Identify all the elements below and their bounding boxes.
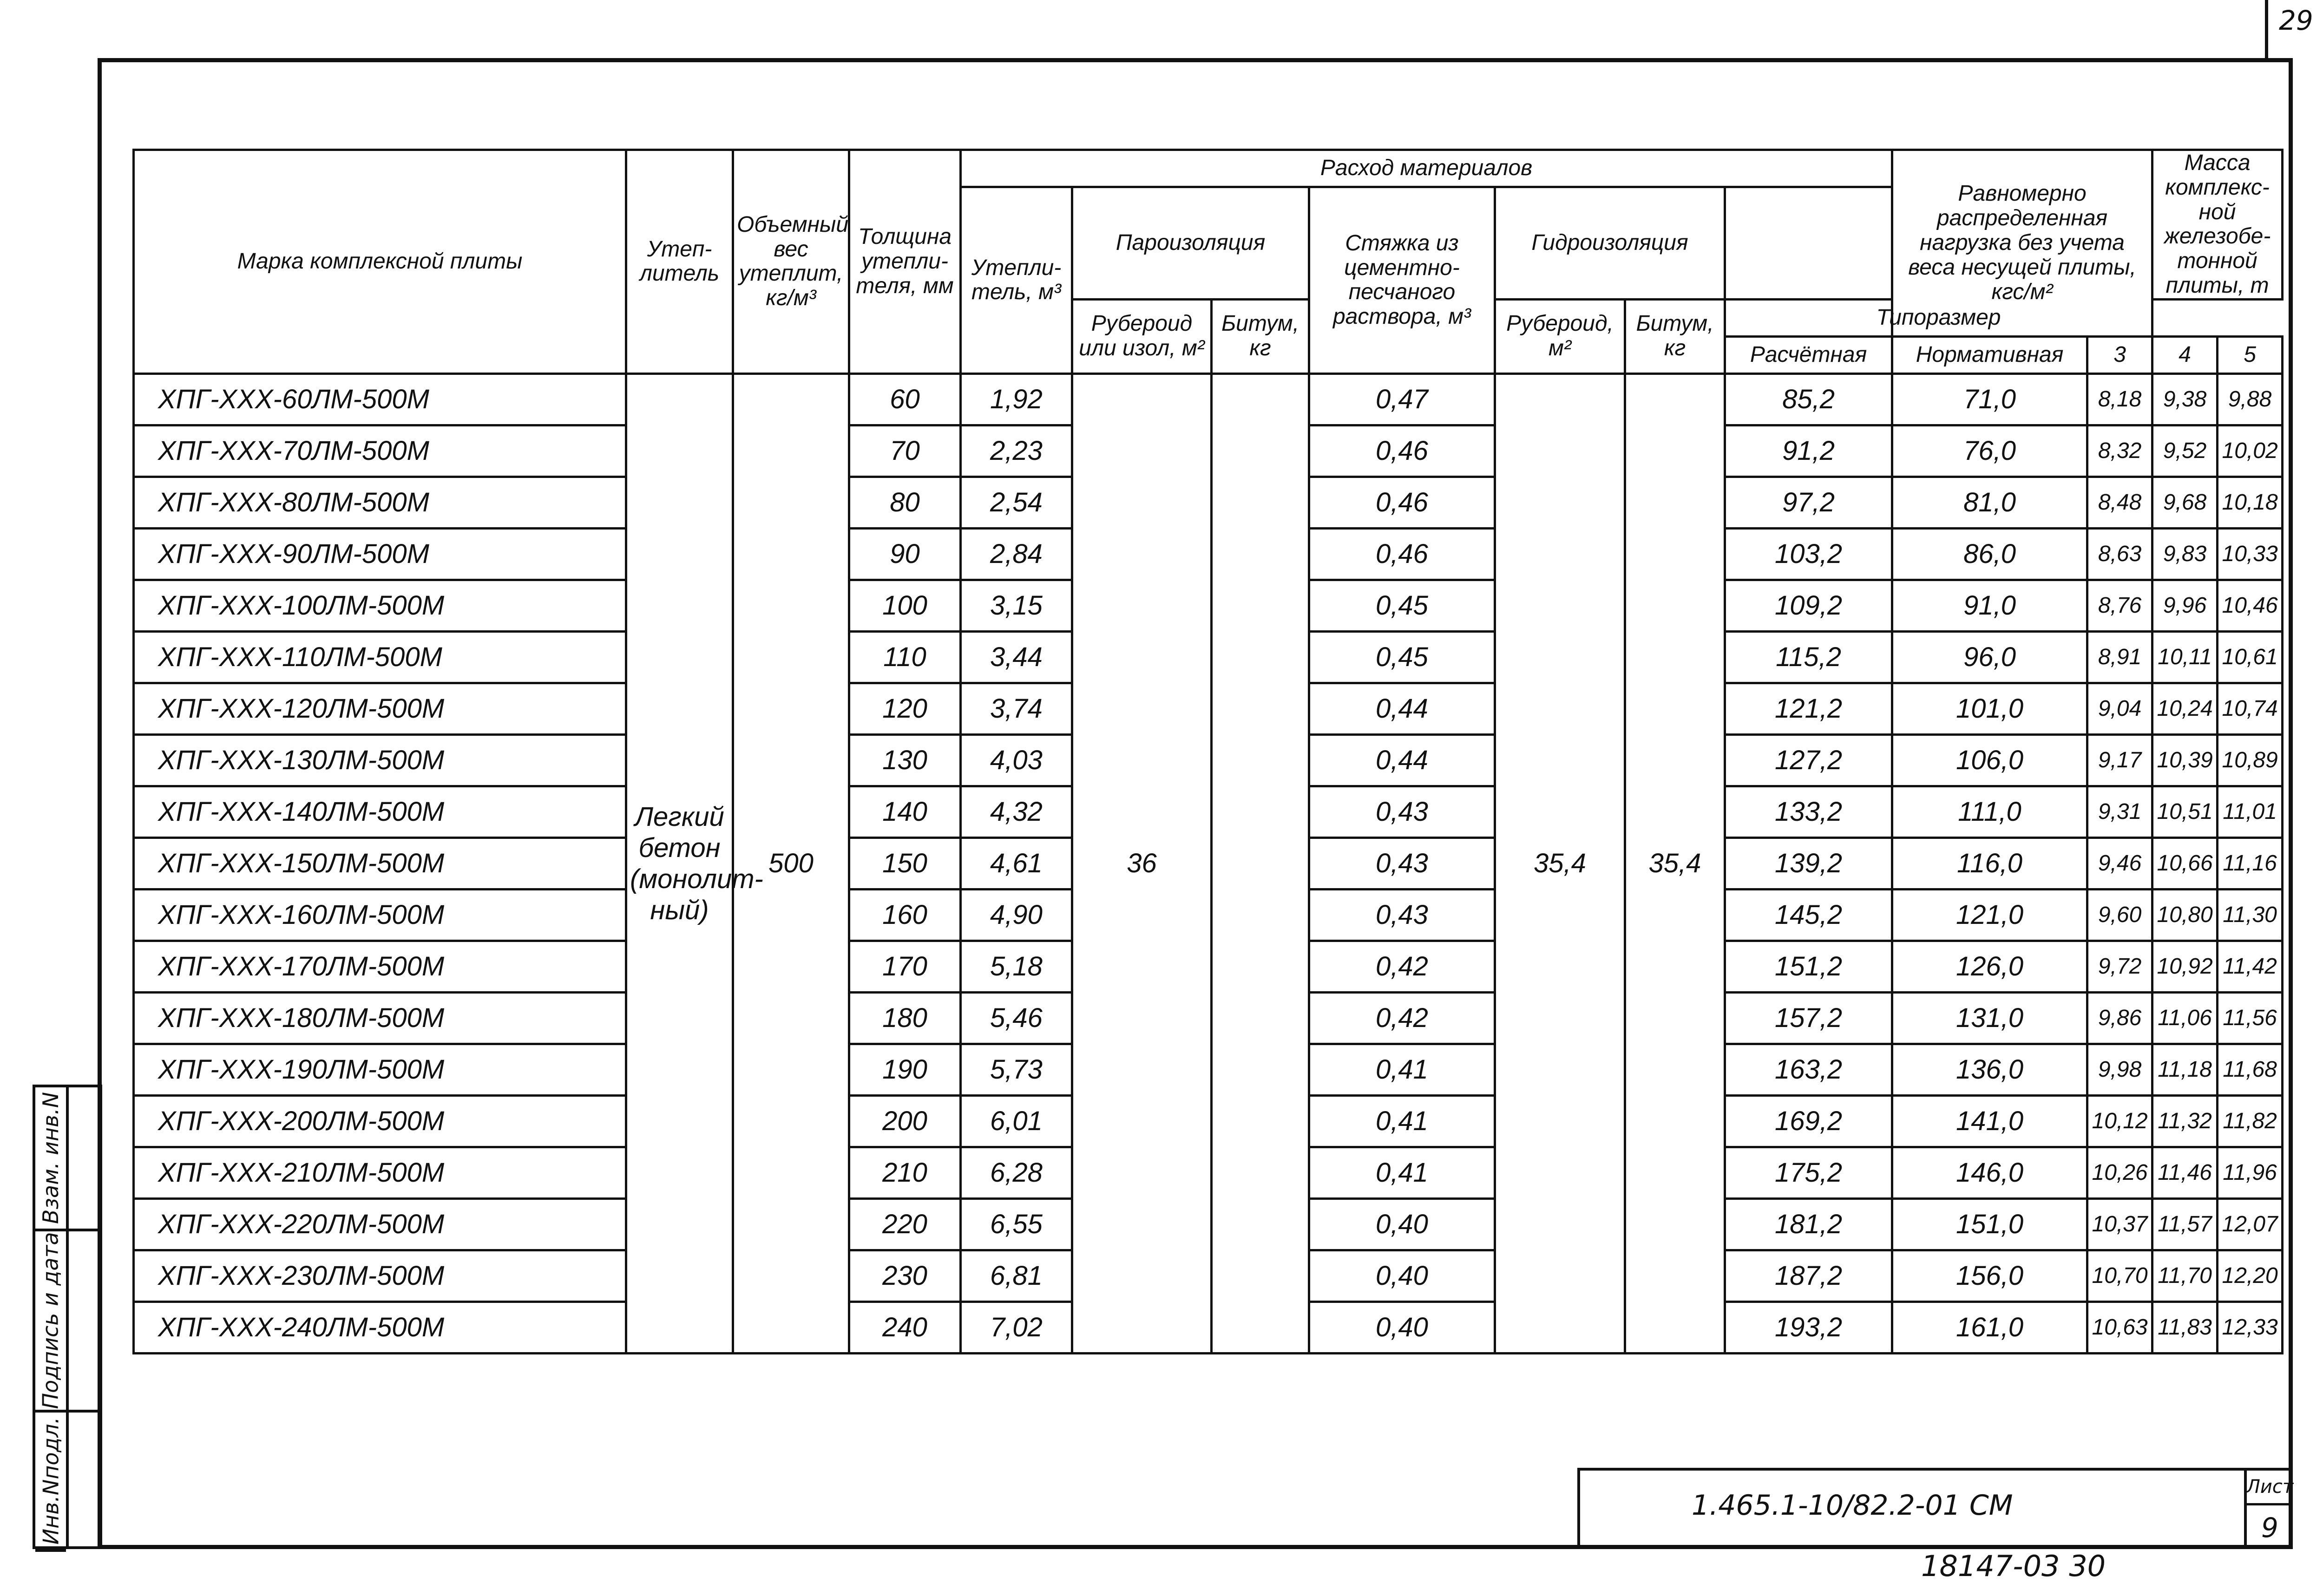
cell-insul-volume: 6,01 xyxy=(961,1095,1072,1147)
cell-mass-5: 9,88 xyxy=(2218,373,2283,425)
header-thickness: Толщина утепли- теля, мм xyxy=(849,150,961,374)
cell-mark: ХПГ-ХХХ-180ЛМ-500М xyxy=(134,992,626,1044)
cell-insulation-type: Легкий бетон (монолит- ный) xyxy=(626,373,733,1353)
cell-mass-4: 11,83 xyxy=(2152,1302,2218,1353)
cell-mass-3: 8,91 xyxy=(2087,631,2152,683)
cell-thickness: 190 xyxy=(849,1044,961,1095)
cell-screed: 0,41 xyxy=(1309,1044,1495,1095)
cell-mass-5: 12,07 xyxy=(2218,1198,2283,1250)
cell-thickness: 200 xyxy=(849,1095,961,1147)
cell-thickness: 90 xyxy=(849,528,961,580)
cell-load-norm: 156,0 xyxy=(1892,1250,2087,1302)
cell-mass-5: 11,01 xyxy=(2218,786,2283,837)
cell-load-calc: 151,2 xyxy=(1725,941,1892,992)
cell-mark: ХПГ-ХХХ-70ЛМ-500М xyxy=(134,425,626,477)
sheet-box xyxy=(2244,1471,2293,1549)
cell-mass-3: 9,60 xyxy=(2087,889,2152,941)
cell-mark: ХПГ-ХХХ-140ЛМ-500М xyxy=(134,786,626,837)
cell-mass-4: 10,80 xyxy=(2152,889,2218,941)
cell-screed: 0,43 xyxy=(1309,837,1495,889)
header-load: Равномерно распределенная нагрузка без учета веса несущей плиты, кгс/м² xyxy=(1892,150,2152,337)
corner-page-number: 29 xyxy=(2279,5,2313,36)
header-vapor-barrier: Пароизоляция xyxy=(1072,187,1309,300)
cell-water-ruberoid: 35,4 xyxy=(1495,373,1625,1353)
header-mass: Масса комплекс- ной железобе- тонной плиты, т xyxy=(2152,150,2283,300)
cell-insul-volume: 5,18 xyxy=(961,941,1072,992)
cell-insul-volume: 6,81 xyxy=(961,1250,1072,1302)
cell-mark: ХПГ-ХХХ-160ЛМ-500М xyxy=(134,889,626,941)
cell-mass-5: 10,18 xyxy=(2218,477,2283,528)
cell-insul-volume: 3,74 xyxy=(961,683,1072,734)
cell-load-norm: 121,0 xyxy=(1892,889,2087,941)
cell-load-norm: 136,0 xyxy=(1892,1044,2087,1095)
bottom-code: 18147-03 30 xyxy=(1921,1549,2106,1583)
side-cell-vzam-inv: Взам. инв.N xyxy=(35,1087,66,1231)
cell-screed: 0,44 xyxy=(1309,683,1495,734)
cell-screed: 0,42 xyxy=(1309,941,1495,992)
table-row xyxy=(134,373,2283,425)
sheet-label: Лист xyxy=(2247,1471,2293,1505)
cell-thickness: 210 xyxy=(849,1147,961,1198)
cell-thickness: 100 xyxy=(849,580,961,631)
cell-mass-5: 11,96 xyxy=(2218,1147,2283,1198)
header-vapor-bitumen: Битум, кг xyxy=(1212,299,1309,373)
cell-screed: 0,47 xyxy=(1309,373,1495,425)
cell-mass-4: 11,18 xyxy=(2152,1044,2218,1095)
cell-screed: 0,45 xyxy=(1309,631,1495,683)
cell-mark: ХПГ-ХХХ-60ЛМ-500М xyxy=(134,373,626,425)
cell-insul-volume: 2,23 xyxy=(961,425,1072,477)
cell-mass-3: 9,46 xyxy=(2087,837,2152,889)
cell-screed: 0,43 xyxy=(1309,786,1495,837)
cell-mass-4: 11,32 xyxy=(2152,1095,2218,1147)
cell-thickness: 70 xyxy=(849,425,961,477)
cell-vapor-ruberoid: 36 xyxy=(1072,373,1212,1353)
cell-load-calc: 109,2 xyxy=(1725,580,1892,631)
cell-mass-3: 10,12 xyxy=(2087,1095,2152,1147)
cell-insul-volume: 4,90 xyxy=(961,889,1072,941)
cell-load-calc: 115,2 xyxy=(1725,631,1892,683)
cell-mass-4: 10,92 xyxy=(2152,941,2218,992)
cell-thickness: 180 xyxy=(849,992,961,1044)
cell-mass-3: 8,32 xyxy=(2087,425,2152,477)
header-size-3: 3 xyxy=(2087,336,2152,373)
cell-mass-4: 10,51 xyxy=(2152,786,2218,837)
cell-mass-3: 9,86 xyxy=(2087,992,2152,1044)
cell-load-norm: 126,0 xyxy=(1892,941,2087,992)
cell-mark: ХПГ-ХХХ-150ЛМ-500М xyxy=(134,837,626,889)
side-value-2 xyxy=(69,1231,99,1413)
cell-mark: ХПГ-ХХХ-220ЛМ-500М xyxy=(134,1198,626,1250)
cell-mark: ХПГ-ХХХ-190ЛМ-500М xyxy=(134,1044,626,1095)
cell-mass-5: 12,33 xyxy=(2218,1302,2283,1353)
cell-thickness: 240 xyxy=(849,1302,961,1353)
cell-mass-5: 10,74 xyxy=(2218,683,2283,734)
cell-mark: ХПГ-ХХХ-130ЛМ-500М xyxy=(134,734,626,786)
header-vapor-ruberoid: Рубероид или изол, м² xyxy=(1072,299,1212,373)
header-load-norm: Нормативная xyxy=(1892,336,2087,373)
cell-mass-4: 10,39 xyxy=(2152,734,2218,786)
cell-load-calc: 121,2 xyxy=(1725,683,1892,734)
cell-mass-4: 9,68 xyxy=(2152,477,2218,528)
side-cell-signature-date: Подпись и дата xyxy=(35,1231,66,1413)
cell-load-norm: 141,0 xyxy=(1892,1095,2087,1147)
header-consumption: Расход материалов xyxy=(961,150,1892,187)
cell-insul-volume: 6,28 xyxy=(961,1147,1072,1198)
cell-load-norm: 106,0 xyxy=(1892,734,2087,786)
side-cell-inv-podl: Инв.Nподл. xyxy=(35,1413,66,1552)
cell-screed: 0,46 xyxy=(1309,425,1495,477)
cell-mass-3: 8,63 xyxy=(2087,528,2152,580)
cell-mass-3: 9,98 xyxy=(2087,1044,2152,1095)
cell-mass-5: 11,68 xyxy=(2218,1044,2283,1095)
cell-load-norm: 86,0 xyxy=(1892,528,2087,580)
cell-thickness: 60 xyxy=(849,373,961,425)
side-col-values xyxy=(69,1087,99,1546)
cell-load-norm: 111,0 xyxy=(1892,786,2087,837)
cell-insul-volume: 1,92 xyxy=(961,373,1072,425)
cell-load-norm: 101,0 xyxy=(1892,683,2087,734)
cell-load-calc: 91,2 xyxy=(1725,425,1892,477)
side-strip xyxy=(33,1085,102,1549)
cell-load-norm: 81,0 xyxy=(1892,477,2087,528)
cell-insul-volume: 7,02 xyxy=(961,1302,1072,1353)
cell-mass-5: 10,61 xyxy=(2218,631,2283,683)
cell-mark: ХПГ-ХХХ-80ЛМ-500М xyxy=(134,477,626,528)
cell-mass-3: 9,17 xyxy=(2087,734,2152,786)
cell-load-norm: 96,0 xyxy=(1892,631,2087,683)
side-value-1 xyxy=(69,1087,99,1231)
cell-mark: ХПГ-ХХХ-200ЛМ-500М xyxy=(134,1095,626,1147)
cell-screed: 0,41 xyxy=(1309,1095,1495,1147)
cell-mass-5: 12,20 xyxy=(2218,1250,2283,1302)
cell-mass-3: 9,04 xyxy=(2087,683,2152,734)
cell-insul-volume: 2,84 xyxy=(961,528,1072,580)
cell-load-calc: 169,2 xyxy=(1725,1095,1892,1147)
cell-mass-3: 10,63 xyxy=(2087,1302,2152,1353)
cell-mass-4: 11,06 xyxy=(2152,992,2218,1044)
cell-mass-4: 10,24 xyxy=(2152,683,2218,734)
header-waterproofing: Гидроизоляция xyxy=(1495,187,1725,300)
cell-screed: 0,40 xyxy=(1309,1250,1495,1302)
cell-mass-4: 10,11 xyxy=(2152,631,2218,683)
cell-load-calc: 103,2 xyxy=(1725,528,1892,580)
cell-mass-3: 9,72 xyxy=(2087,941,2152,992)
cell-insul-volume: 6,55 xyxy=(961,1198,1072,1250)
header-load-calc: Расчётная xyxy=(1725,336,1892,373)
cell-mass-3: 9,31 xyxy=(2087,786,2152,837)
cell-mass-5: 10,33 xyxy=(2218,528,2283,580)
cell-screed: 0,43 xyxy=(1309,889,1495,941)
cell-insul-volume: 4,32 xyxy=(961,786,1072,837)
cell-load-calc: 85,2 xyxy=(1725,373,1892,425)
cell-mark: ХПГ-ХХХ-230ЛМ-500М xyxy=(134,1250,626,1302)
header-mark: Марка комплексной плиты xyxy=(134,150,626,374)
cell-load-calc: 133,2 xyxy=(1725,786,1892,837)
cell-mass-3: 8,76 xyxy=(2087,580,2152,631)
cell-mass-4: 10,66 xyxy=(2152,837,2218,889)
cell-mass-4: 9,52 xyxy=(2152,425,2218,477)
cell-load-calc: 139,2 xyxy=(1725,837,1892,889)
header-screed: Стяжка из цементно- песчаного раствора, м³ xyxy=(1309,187,1495,374)
materials-table xyxy=(132,149,2284,1354)
cell-load-calc: 145,2 xyxy=(1725,889,1892,941)
cell-mark: ХПГ-ХХХ-240ЛМ-500М xyxy=(134,1302,626,1353)
cell-screed: 0,40 xyxy=(1309,1198,1495,1250)
cell-screed: 0,45 xyxy=(1309,580,1495,631)
cell-load-calc: 193,2 xyxy=(1725,1302,1892,1353)
cell-thickness: 80 xyxy=(849,477,961,528)
cell-load-calc: 181,2 xyxy=(1725,1198,1892,1250)
cell-load-norm: 71,0 xyxy=(1892,373,2087,425)
sheet-number: 9 xyxy=(2261,1511,2278,1544)
cell-mark: ХПГ-ХХХ-170ЛМ-500М xyxy=(134,941,626,992)
cell-load-norm: 161,0 xyxy=(1892,1302,2087,1353)
cell-screed: 0,46 xyxy=(1309,477,1495,528)
header-volume-weight: Объемный вес утеплит, кг/м³ xyxy=(733,150,849,374)
cell-insul-volume: 2,54 xyxy=(961,477,1072,528)
title-block xyxy=(1577,1468,2293,1549)
cell-mass-5: 11,42 xyxy=(2218,941,2283,992)
cell-load-norm: 116,0 xyxy=(1892,837,2087,889)
cell-mass-4: 11,57 xyxy=(2152,1198,2218,1250)
side-col-labels xyxy=(35,1087,69,1546)
cell-mass-5: 11,30 xyxy=(2218,889,2283,941)
cell-load-calc: 127,2 xyxy=(1725,734,1892,786)
cell-mass-3: 10,26 xyxy=(2087,1147,2152,1198)
cell-load-calc: 175,2 xyxy=(1725,1147,1892,1198)
cell-mass-3: 8,48 xyxy=(2087,477,2152,528)
cell-load-norm: 91,0 xyxy=(1892,580,2087,631)
table-body xyxy=(134,373,2283,1353)
cell-mark: ХПГ-ХХХ-100ЛМ-500М xyxy=(134,580,626,631)
cell-load-calc: 163,2 xyxy=(1725,1044,1892,1095)
cell-load-norm: 76,0 xyxy=(1892,425,2087,477)
cell-load-calc: 97,2 xyxy=(1725,477,1892,528)
cell-thickness: 110 xyxy=(849,631,961,683)
cell-load-norm: 151,0 xyxy=(1892,1198,2087,1250)
cell-insul-volume: 3,44 xyxy=(961,631,1072,683)
cell-thickness: 170 xyxy=(849,941,961,992)
cell-thickness: 230 xyxy=(849,1250,961,1302)
corner-rule xyxy=(2265,0,2268,60)
cell-insul-volume: 3,15 xyxy=(961,580,1072,631)
header-insulation: Утеп- литель xyxy=(626,150,733,374)
cell-insul-volume: 5,46 xyxy=(961,992,1072,1044)
cell-screed: 0,40 xyxy=(1309,1302,1495,1353)
header-water-bitumen: Битум, кг xyxy=(1625,299,1725,373)
cell-mark: ХПГ-ХХХ-110ЛМ-500М xyxy=(134,631,626,683)
cell-volume-weight: 500 xyxy=(733,373,849,1353)
cell-load-calc: 157,2 xyxy=(1725,992,1892,1044)
cell-thickness: 130 xyxy=(849,734,961,786)
cell-thickness: 160 xyxy=(849,889,961,941)
cell-mass-5: 10,02 xyxy=(2218,425,2283,477)
cell-mass-3: 8,18 xyxy=(2087,373,2152,425)
cell-mass-5: 10,46 xyxy=(2218,580,2283,631)
cell-insul-volume: 5,73 xyxy=(961,1044,1072,1095)
cell-mark: ХПГ-ХХХ-90ЛМ-500М xyxy=(134,528,626,580)
cell-mass-4: 9,38 xyxy=(2152,373,2218,425)
cell-load-norm: 131,0 xyxy=(1892,992,2087,1044)
cell-water-bitumen: 35,4 xyxy=(1625,373,1725,1353)
cell-vapor-bitumen xyxy=(1212,373,1309,1353)
header-consumption-insul: Утепли- тель, м³ xyxy=(961,187,1072,374)
document-code: 1.465.1-10/82.2-01 СМ xyxy=(1692,1489,2013,1522)
cell-thickness: 150 xyxy=(849,837,961,889)
cell-mass-4: 11,70 xyxy=(2152,1250,2218,1302)
cell-mark: ХПГ-ХХХ-210ЛМ-500М xyxy=(134,1147,626,1198)
header-size-5: 5 xyxy=(2218,336,2283,373)
cell-screed: 0,44 xyxy=(1309,734,1495,786)
cell-mass-4: 9,96 xyxy=(2152,580,2218,631)
header-size-4: 4 xyxy=(2152,336,2218,373)
cell-screed: 0,42 xyxy=(1309,992,1495,1044)
cell-insul-volume: 4,61 xyxy=(961,837,1072,889)
cell-screed: 0,46 xyxy=(1309,528,1495,580)
cell-mass-5: 11,82 xyxy=(2218,1095,2283,1147)
cell-mass-5: 11,56 xyxy=(2218,992,2283,1044)
cell-mass-4: 9,83 xyxy=(2152,528,2218,580)
cell-mass-5: 10,89 xyxy=(2218,734,2283,786)
header-size-type: Типоразмер xyxy=(1725,299,2152,336)
cell-mass-3: 10,37 xyxy=(2087,1198,2152,1250)
cell-load-norm: 146,0 xyxy=(1892,1147,2087,1198)
cell-insul-volume: 4,03 xyxy=(961,734,1072,786)
cell-mark: ХПГ-ХХХ-120ЛМ-500М xyxy=(134,683,626,734)
cell-mass-3: 10,70 xyxy=(2087,1250,2152,1302)
header-water-ruberoid: Рубероид, м² xyxy=(1495,299,1625,373)
cell-screed: 0,41 xyxy=(1309,1147,1495,1198)
cell-mass-5: 11,16 xyxy=(2218,837,2283,889)
cell-mass-4: 11,46 xyxy=(2152,1147,2218,1198)
cell-load-calc: 187,2 xyxy=(1725,1250,1892,1302)
cell-thickness: 220 xyxy=(849,1198,961,1250)
cell-thickness: 140 xyxy=(849,786,961,837)
cell-thickness: 120 xyxy=(849,683,961,734)
